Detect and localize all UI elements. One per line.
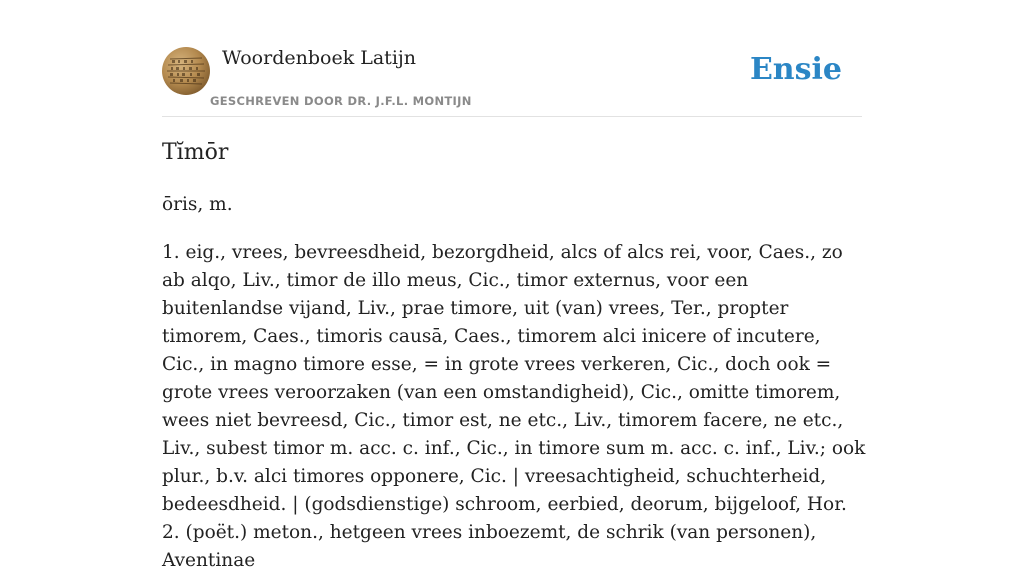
entry-headword: Tĭmōr [162,140,229,165]
author-avatar[interactable] [162,47,210,95]
site-header [162,46,862,117]
author-byline: GESCHREVEN DOOR DR. J.F.L. MONTIJN [210,94,472,108]
ensie-logo[interactable]: Ensie [749,52,842,87]
entry-definition [162,239,867,575]
definition-sense: 2. (poët.) meton., hetgeen vrees inboezemt, de schrik (van personen), Aventinae [162,522,817,571]
entry-grammar: ōris, m. [162,194,233,215]
inscription-icon [162,47,210,95]
definition-sense: 1. eig., vrees, bevreesdheid, bezorgdheid, alcs of alcs rei, voor, Caes., zo ab alqo, Liv., timor de illo meus, Cic., timor externus, voor een buitenlandse vijand, Liv., prae timore, uit (van) vrees, Ter., propter timorem, Caes., timoris causā, Caes., timorem alci inicere of incutere, Cic., in magno timore esse, = in grote vrees verkeren, Cic., doch ook = grote vrees veroorzaken (van een omstandigheid), Cic., omitte timorem, wees niet bevreesd, Cic., timor est, ne etc., Liv., timorem facere, ne etc., Liv., subest timor m. acc. c. inf., Cic., in timore sum m. acc. c. inf., Liv.; ook plur., b.v. alci timores opponere, Cic. | vreesachtigheid, schuchterheid, bedeesdheid. | (godsdienstige) schroom, eerbied, deorum, bijgeloof, Hor. [162,242,866,515]
dictionary-title[interactable]: Woordenboek Latijn [222,47,417,69]
